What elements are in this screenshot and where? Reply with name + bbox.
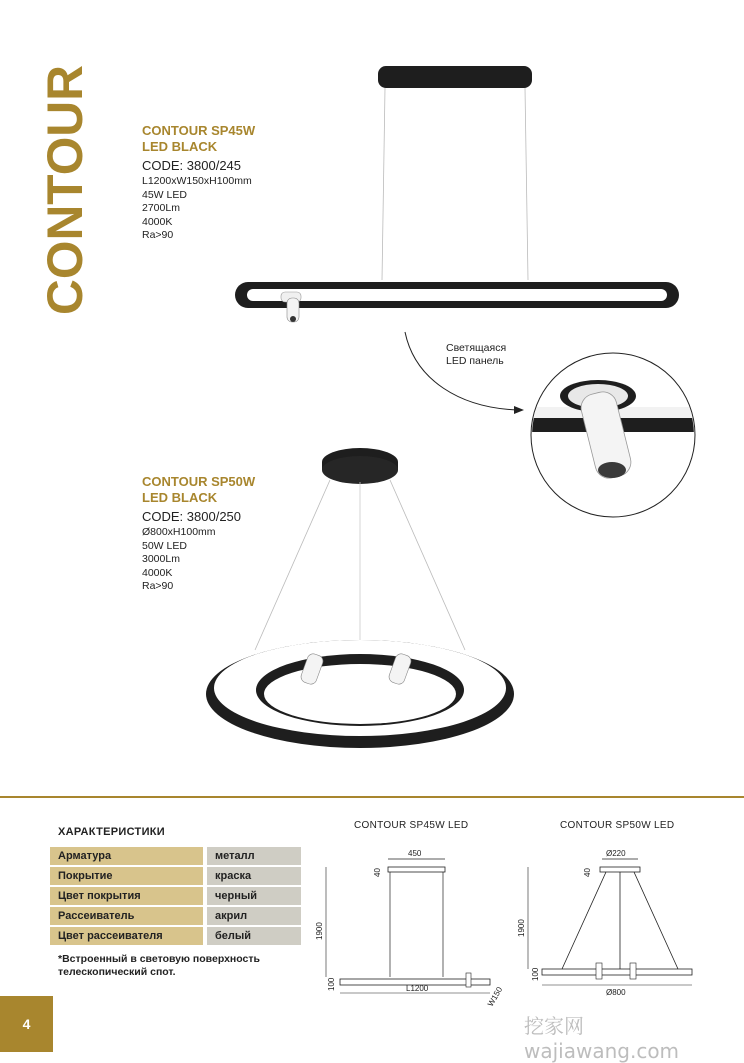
product-code: CODE: 3800/245 (142, 158, 242, 173)
dim-top: 450 (408, 849, 422, 858)
page-number: 4 (0, 996, 53, 1052)
product-spec: 2700Lm (142, 202, 180, 214)
watermark: 挖家网 wajiawang.com (524, 1014, 680, 1063)
dim-length: L1200 (406, 984, 429, 993)
dim-top-height: 40 (583, 868, 592, 877)
char-key: Цвет покрытия (50, 887, 203, 905)
callout-line1: Светящаяся (446, 342, 507, 354)
product-name-line2: LED BLACK (142, 139, 218, 154)
technical-drawing-sp45w (310, 845, 510, 1010)
callout-line2: LED панель (446, 355, 504, 367)
note-line1: *Встроенный в световую поверхность (58, 953, 260, 965)
product-spec: Ø800xH100mm (142, 526, 216, 538)
product-spec: 4000K (142, 215, 173, 228)
char-key: Покрытие (50, 867, 203, 885)
drawing-title-sp45w: CONTOUR SP45W LED (354, 820, 469, 831)
char-key: Цвет рассеивателя (50, 927, 203, 945)
section-divider (0, 796, 744, 798)
characteristics-title: ХАРАКТЕРИСТИКИ (58, 826, 165, 838)
char-value: белый (203, 927, 301, 945)
series-title (37, 60, 93, 320)
table-row (50, 847, 301, 865)
char-value: акрил (203, 907, 301, 925)
dim-diameter: Ø800 (606, 988, 626, 997)
series-title-text: CONTOUR (37, 63, 93, 315)
char-key: Арматура (50, 847, 203, 865)
drawing-title-sp50w: CONTOUR SP50W LED (560, 820, 675, 831)
product-name-line1: CONTOUR SP45W (142, 123, 256, 138)
dim-height: 1900 (517, 919, 526, 937)
product-spec: Ra>90 (142, 580, 174, 592)
dim-bottom-height: 100 (531, 967, 540, 981)
char-key: Рассеиватель (50, 907, 203, 925)
technical-drawing-sp50w (510, 845, 710, 1005)
dim-top-height: 40 (373, 868, 382, 877)
product-name-line2: LED BLACK (142, 490, 218, 505)
char-value: металл (203, 847, 301, 865)
characteristics-note (58, 953, 260, 979)
dim-width: W150 (485, 985, 505, 1008)
note-line2: телескопический спот. (58, 966, 176, 978)
product-spec: L1200xW150xH100mm (142, 175, 252, 187)
table-row (50, 927, 301, 945)
characteristics-table (50, 845, 301, 947)
char-value: краска (203, 867, 301, 885)
product-spec: Ra>90 (142, 229, 174, 241)
product-image-sp50w (200, 440, 520, 760)
product-code: CODE: 3800/250 (142, 509, 242, 524)
detail-zoom-image (530, 352, 696, 518)
dim-top-diameter: Ø220 (606, 849, 626, 858)
table-row (50, 867, 301, 885)
table-row (50, 887, 301, 905)
char-value: черный (203, 887, 301, 905)
table-row (50, 907, 301, 925)
product-image-sp45w (225, 60, 695, 330)
product-spec: 3000Lm (142, 553, 180, 565)
callout-arrow (400, 330, 540, 420)
dim-height: 1900 (315, 922, 324, 940)
product-spec: 45W LED (142, 188, 187, 201)
product-spec: 4000K (142, 566, 173, 579)
product-name-line1: CONTOUR SP50W (142, 474, 256, 489)
product-spec: 50W LED (142, 539, 187, 552)
dim-bottom-height: 100 (327, 977, 336, 991)
